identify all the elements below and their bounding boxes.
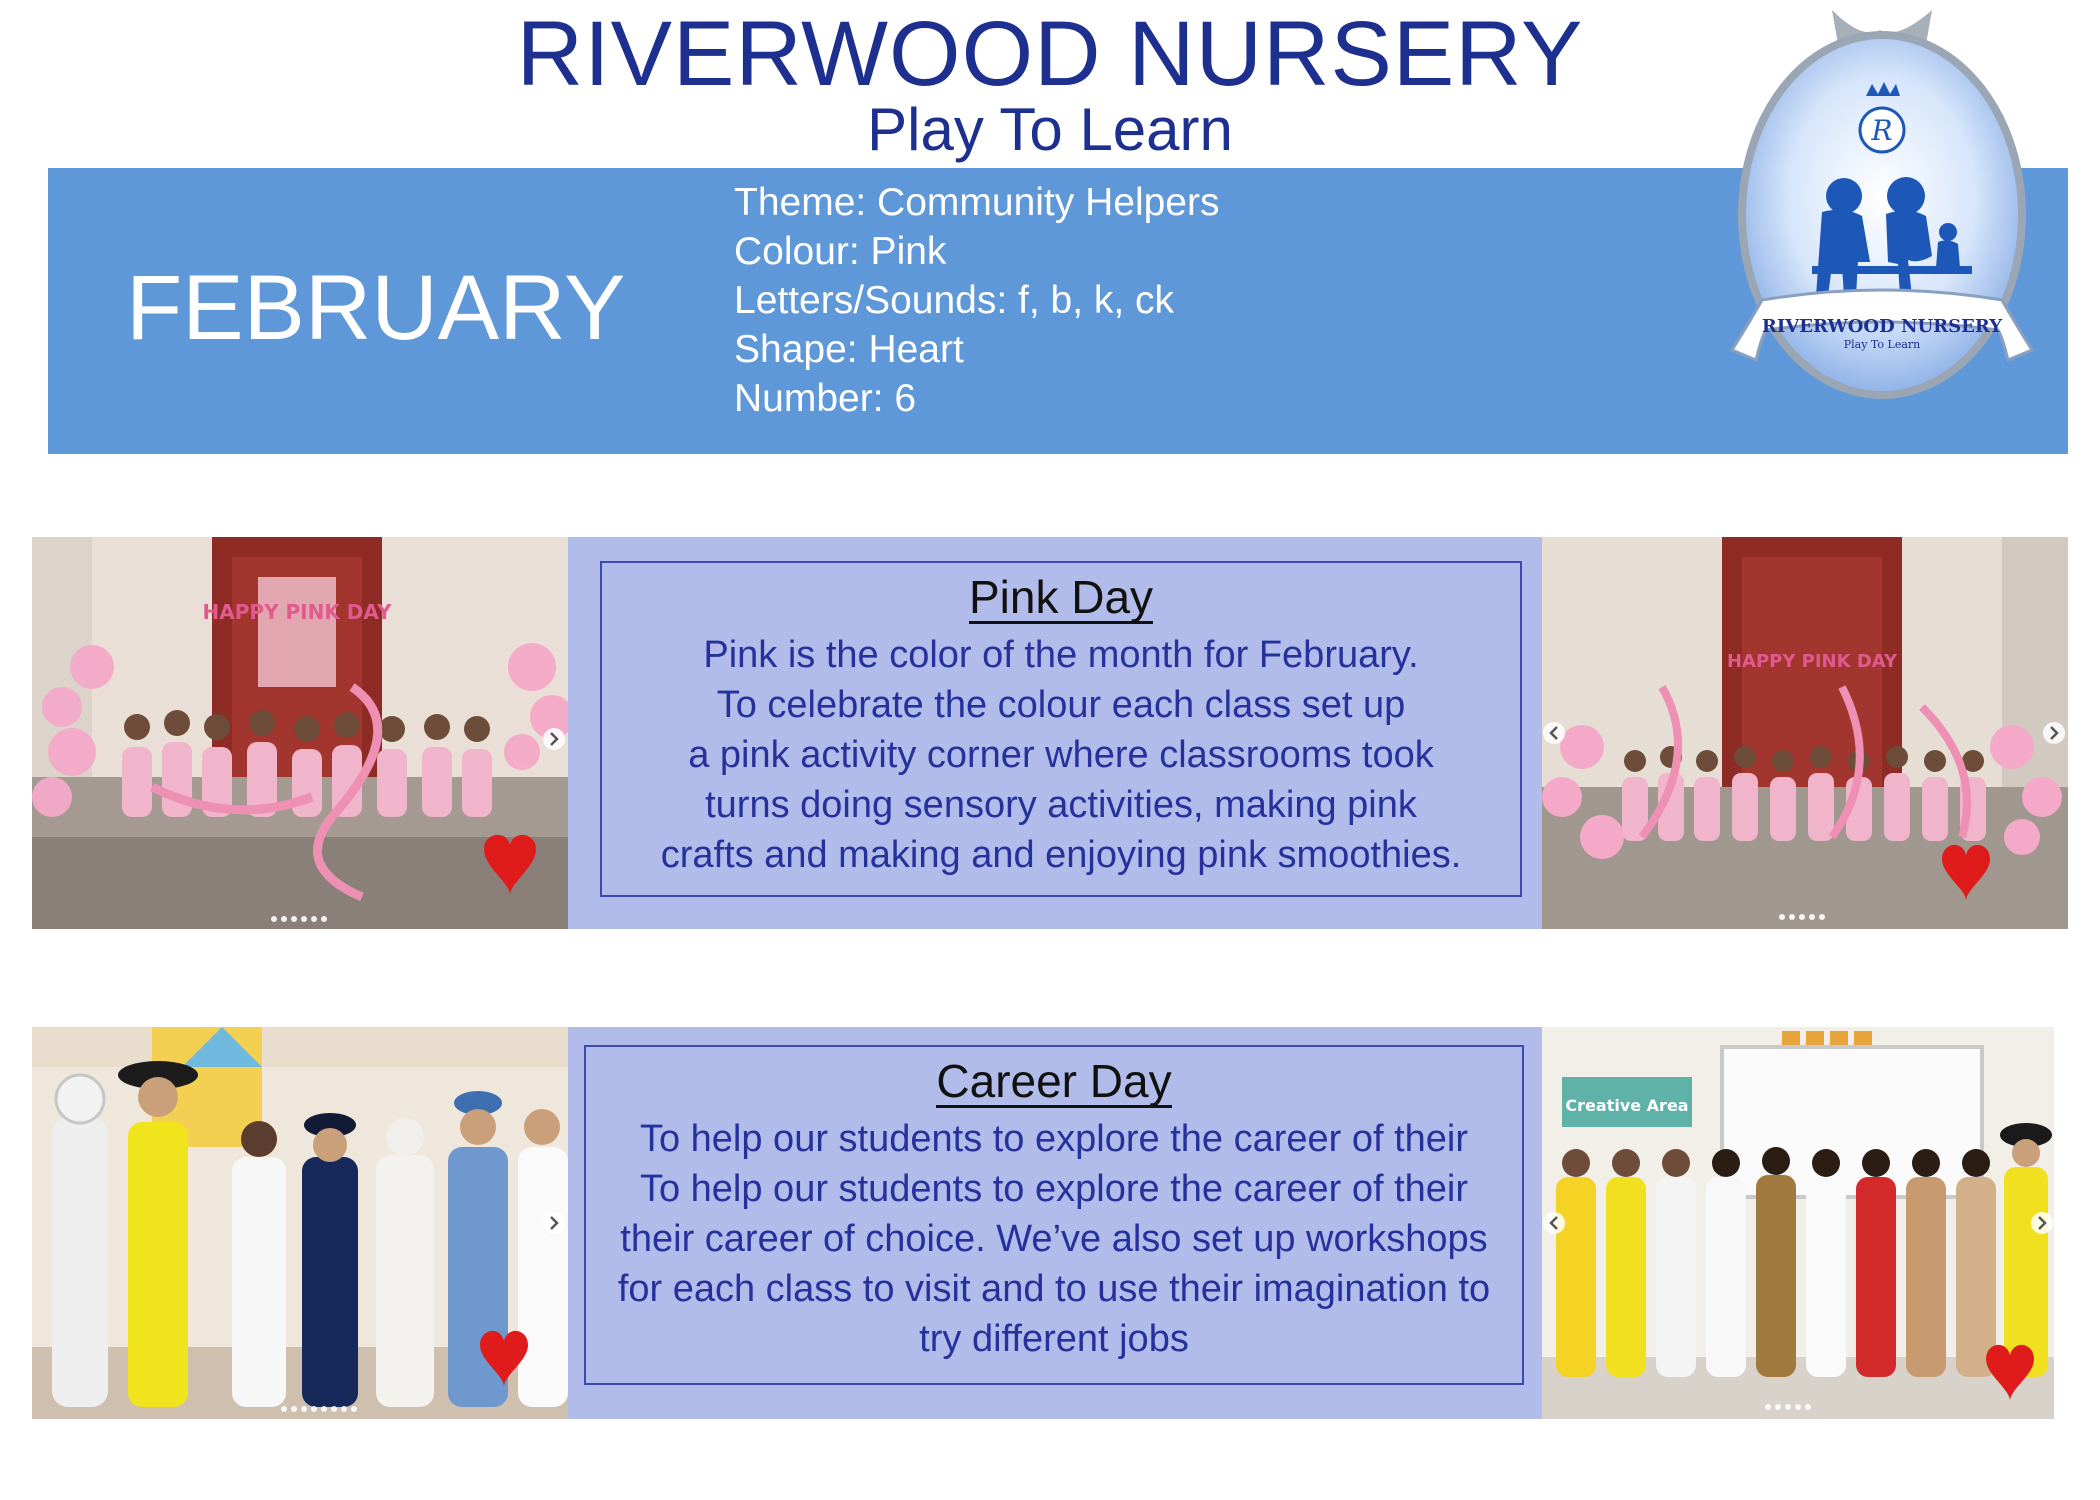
section-title: Career Day: [936, 1055, 1172, 1107]
description-line: crafts and making and enjoying pink smoothies.: [660, 834, 1462, 877]
fact-colour: Colour: Pink: [734, 230, 947, 273]
pink-day-section: [32, 537, 2068, 929]
pink-day-textbox: [600, 561, 1522, 897]
section-description: [602, 630, 1520, 880]
chevron-right-icon[interactable]: [2043, 722, 2065, 744]
career-day-photo-right: [1542, 1027, 2054, 1419]
photo-sign: HAPPY PINK DAY: [202, 600, 392, 624]
description-line: To help our students to explore the career of their: [639, 1168, 1469, 1211]
month-name: FEBRUARY: [126, 257, 626, 359]
description-line: try different jobs: [919, 1318, 1189, 1361]
description-line: turns doing sensory activities, making pink: [705, 784, 1417, 827]
pink-day-photo-right: [1542, 537, 2068, 929]
fact-number: Number: 6: [734, 377, 917, 420]
pink-day-photo-left: [32, 537, 568, 929]
chevron-right-icon[interactable]: [543, 728, 565, 750]
description-line: Pink is the color of the month for February.: [703, 634, 1419, 677]
career-day-panel: [568, 1027, 1542, 1419]
description-line: To celebrate the colour each class set up: [716, 684, 1406, 727]
logo-name: RIVERWOOD NURSERY: [1761, 316, 2003, 337]
photo-sign: HAPPY PINK DAY: [1726, 651, 1898, 672]
section-description: [586, 1114, 1522, 1364]
fact-letters: Letters/Sounds: f, b, k, ck: [734, 279, 1175, 322]
page-tagline: Play To Learn: [867, 96, 1233, 163]
chevron-right-icon[interactable]: [2031, 1212, 2053, 1234]
description-line: a pink activity corner where classrooms took: [688, 734, 1434, 777]
chevron-left-icon[interactable]: [1543, 1212, 1565, 1234]
photo-sign: Creative Area: [1565, 1096, 1689, 1115]
career-day-section: [32, 1027, 2068, 1419]
page-title: RIVERWOOD NURSERY: [516, 3, 1584, 105]
description-line: To help our students to explore the career of their: [639, 1118, 1469, 1161]
chevron-left-icon[interactable]: [1543, 722, 1565, 744]
fact-theme: Theme: Community Helpers: [734, 181, 1220, 224]
pink-day-panel: [568, 537, 1542, 929]
logo-monogram: R: [1871, 114, 1893, 147]
nursery-logo: [1712, 0, 2052, 410]
fact-shape: Shape: Heart: [734, 328, 964, 371]
career-day-textbox: [584, 1045, 1524, 1385]
description-line: for each class to visit and to use their imagination to: [617, 1268, 1491, 1311]
logo-tagline: Play To Learn: [1843, 338, 1921, 351]
chevron-right-icon[interactable]: [543, 1212, 565, 1234]
section-title: Pink Day: [968, 571, 1154, 623]
month-facts: [734, 178, 1219, 423]
description-line: their career of choice. We’ve also set up workshops: [620, 1218, 1488, 1261]
career-day-photo-left: [32, 1027, 568, 1419]
